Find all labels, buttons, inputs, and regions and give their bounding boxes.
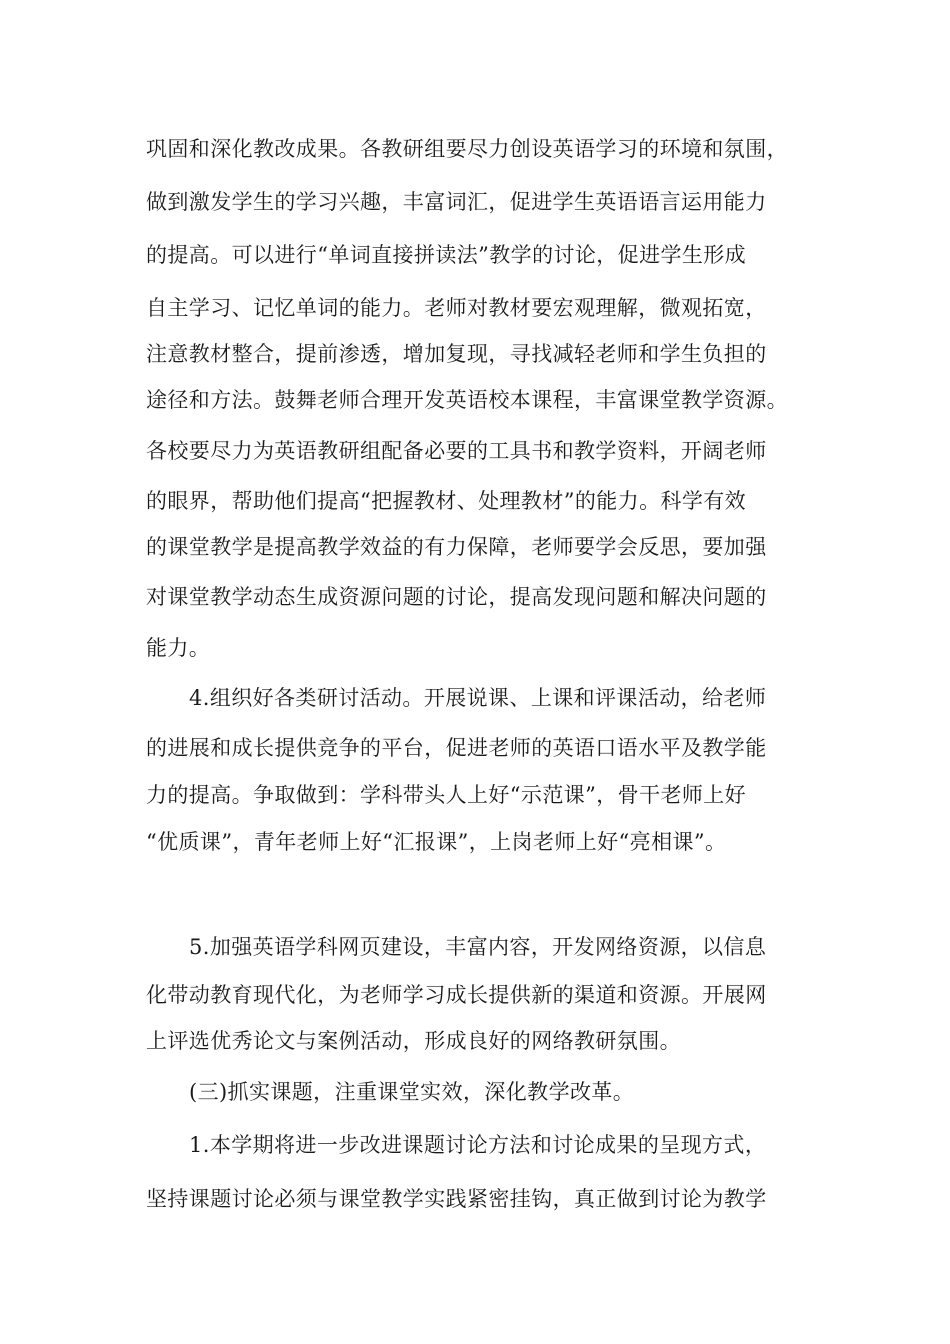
- text-line-11: 能力。: [146, 636, 211, 660]
- paragraph-1-line-2: 坚持课题讨论必须与课堂教学实践紧密挂钩，真正做到讨论为教学: [146, 1187, 767, 1211]
- text-line-10: 对课堂教学动态生成资源问题的讨论，提高发现问题和解决问题的: [146, 585, 767, 609]
- paragraph-5-line-3: 上评选优秀论文与案例活动，形成良好的网络教研氛围。: [146, 1029, 681, 1053]
- text-line-8: 的眼界，帮助他们提高“把握教材、处理教材”的能力。科学有效: [146, 489, 747, 513]
- paragraph-4-line-3: 力的提高。争取做到：学科带头人上好“示范课”，骨干老师上好: [146, 783, 747, 807]
- text-line-4: 自主学习、记忆单词的能力。老师对教材要宏观理解，微观拓宽，: [146, 296, 767, 320]
- text-line-5: 注意教材整合，提前渗透，增加复现，寻找减轻老师和学生负担的: [146, 342, 767, 366]
- text-line-2: 做到激发学生的学习兴趣，丰富词汇，促进学生英语语言运用能力: [146, 190, 767, 214]
- text-line-9: 的课堂教学是提高教学效益的有力保障，老师要学会反思，要加强: [146, 535, 767, 559]
- paragraph-5-line-1: 5.加强英语学科网页建设，丰富内容，开发网络资源，以信息: [189, 935, 767, 959]
- paragraph-4-line-1: 4.组织好各类研讨活动。开展说课、上课和评课活动，给老师: [189, 686, 767, 710]
- paragraph-1-line-1: 1.本学期将进一步改进课题讨论方法和讨论成果的呈现方式，: [189, 1133, 767, 1157]
- paragraph-4-line-2: 的进展和成长提供竞争的平台，促进老师的英语口语水平及教学能: [146, 736, 767, 760]
- text-line-6: 途径和方法。鼓舞老师合理开发英语校本课程，丰富课堂教学资源。: [146, 388, 788, 412]
- text-line-3: 的提高。可以进行“单词直接拼读法”教学的讨论，促进学生形成: [146, 243, 747, 267]
- text-line-1: 巩固和深化教改成果。各教研组要尽力创设英语学习的环境和氛围，: [146, 137, 788, 161]
- text-line-7: 各校要尽力为英语教研组配备必要的工具书和教学资料，开阔老师: [146, 439, 767, 463]
- paragraph-4-line-4: “优质课”，青年老师上好“汇报课”，上岗老师上好“亮相课”。: [146, 830, 727, 854]
- paragraph-5-line-2: 化带动教育现代化，为老师学习成长提供新的渠道和资源。开展网: [146, 983, 767, 1007]
- section-3-heading: (三)抓实课题，注重课堂实效，深化教学改革。: [189, 1080, 635, 1104]
